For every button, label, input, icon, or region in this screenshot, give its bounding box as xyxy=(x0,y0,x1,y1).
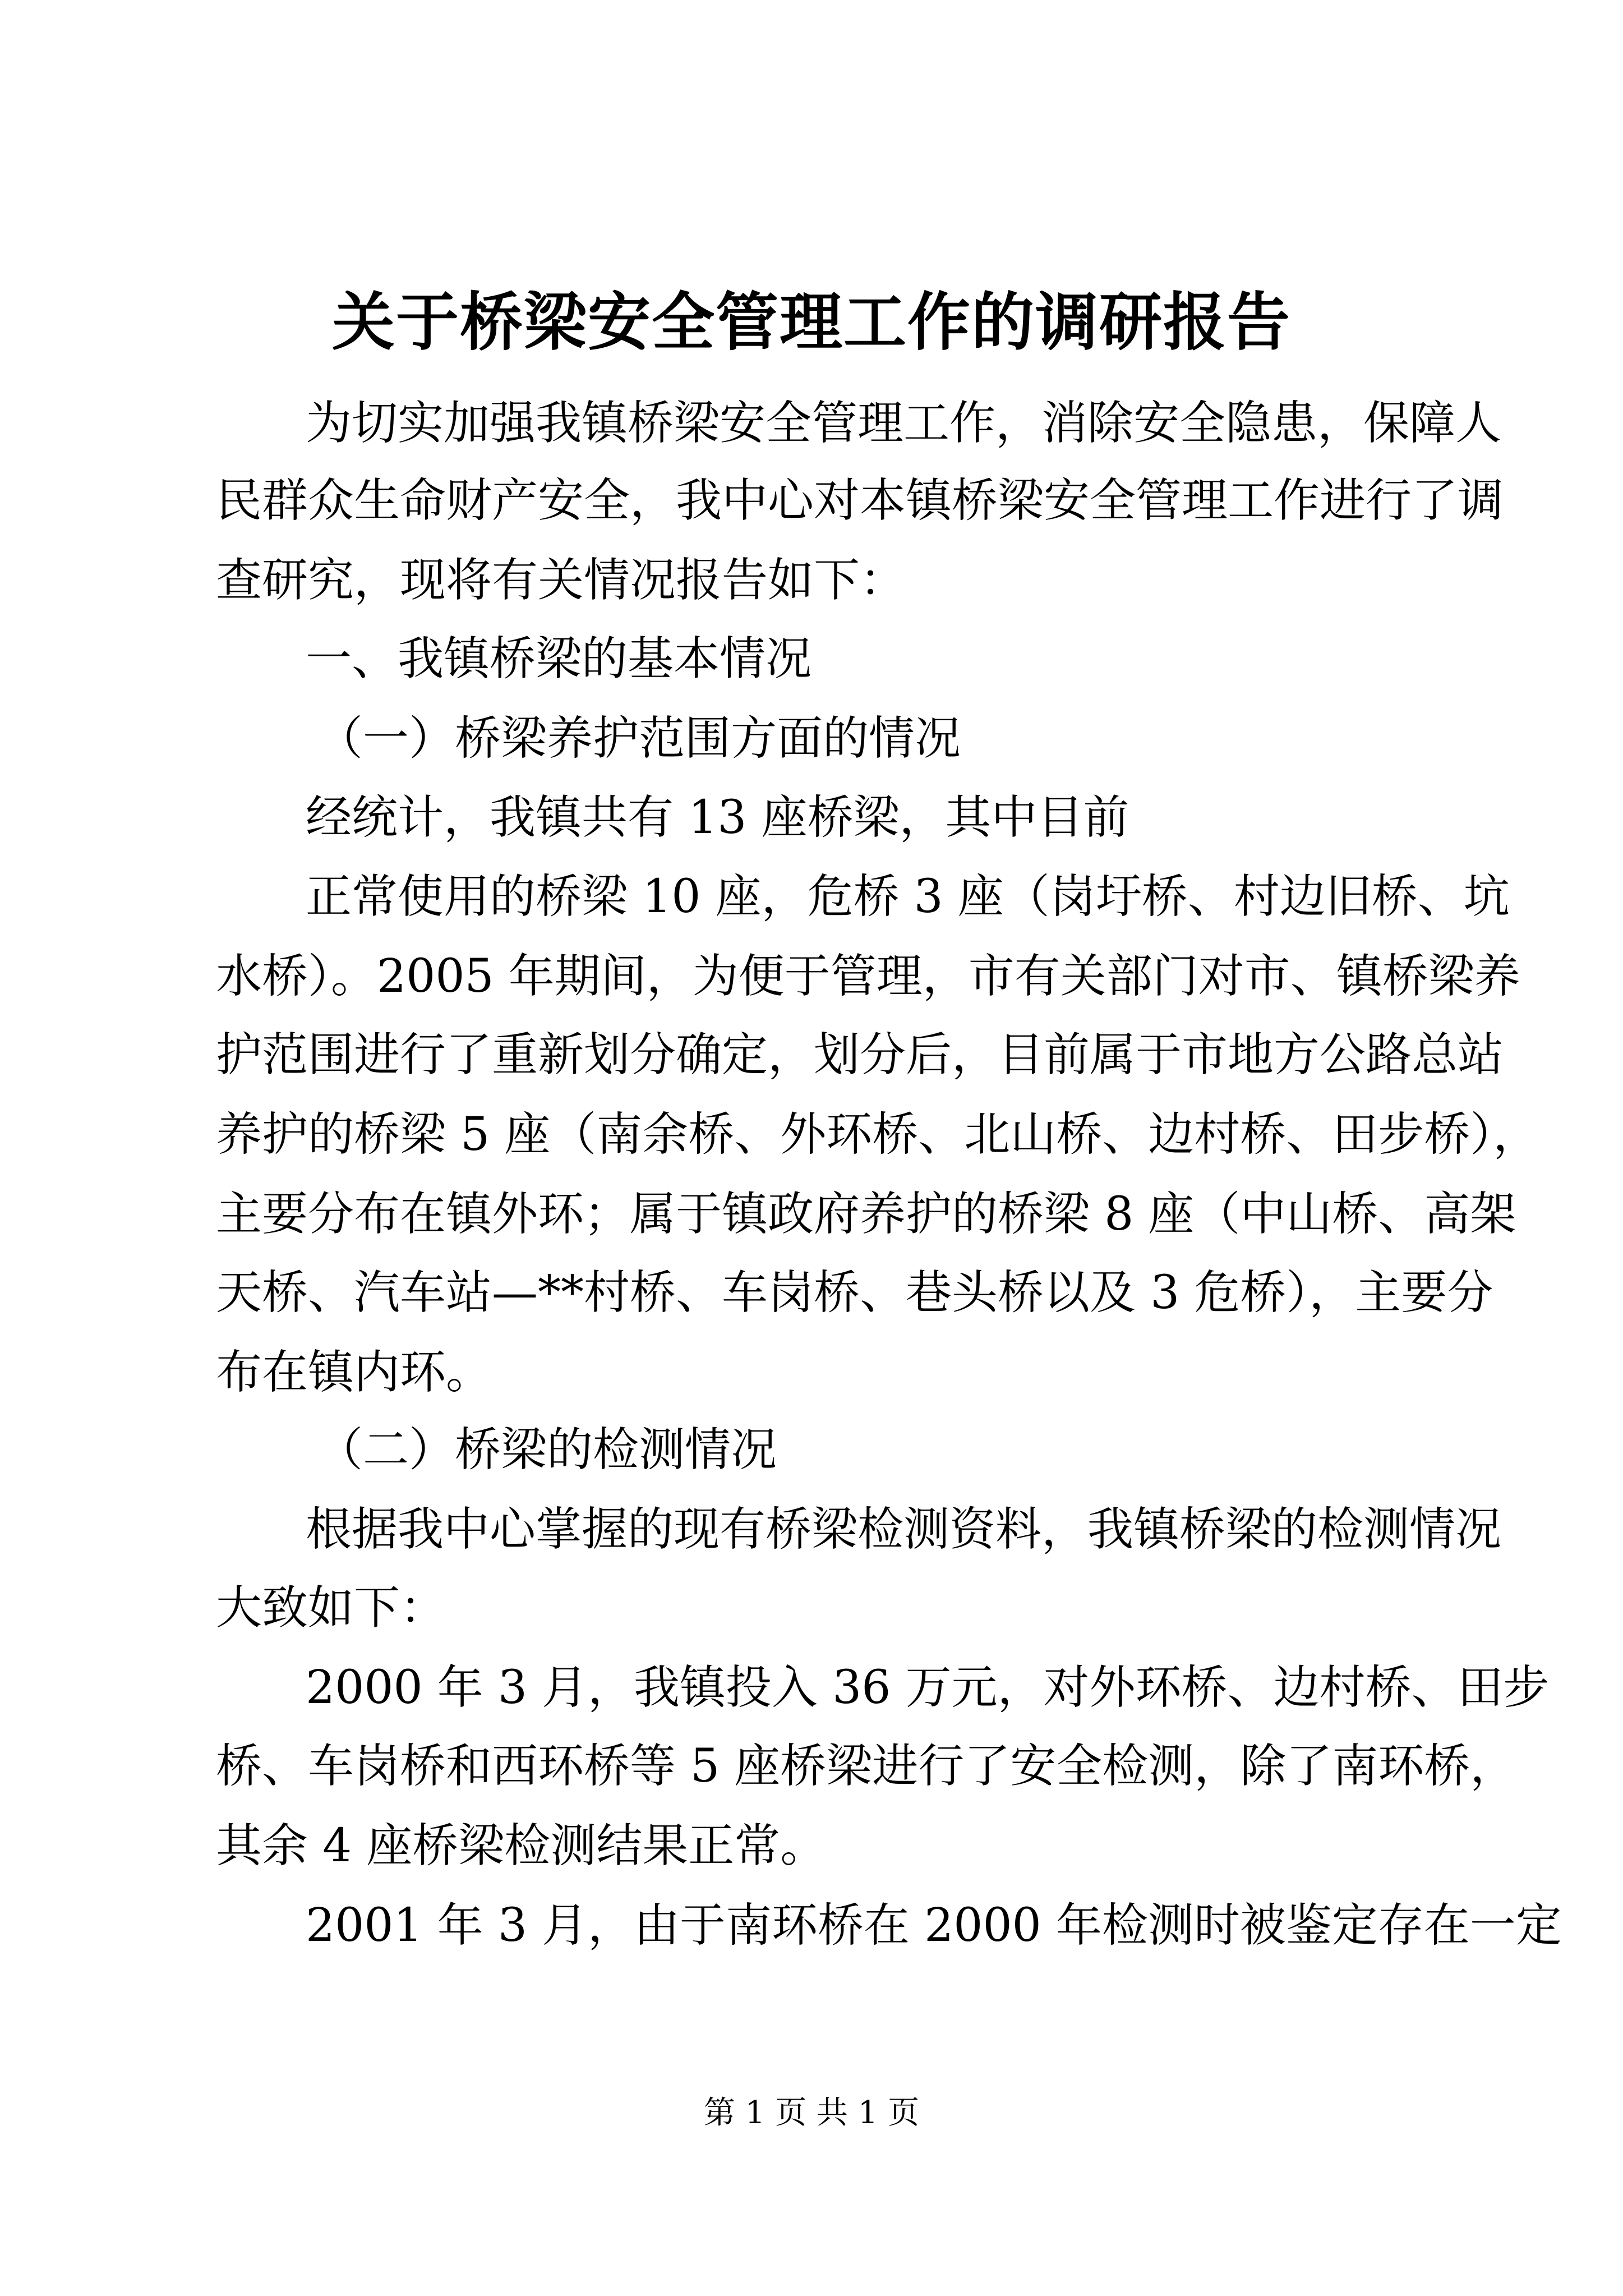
subsection-heading: （二）桥梁的检测情况 xyxy=(317,1423,777,1476)
paragraph-line: 养护的桥梁 5 座（南余桥、外环桥、北山桥、边村桥、田步桥）， xyxy=(216,1108,1539,1161)
paragraph-line: 正常使用的桥梁 10 座，危桥 3 座（岗圩桥、村边旧桥、坑 xyxy=(306,870,1510,923)
paragraph-line: 主要分布在镇外环；属于镇政府养护的桥梁 8 座（中山桥、高架 xyxy=(216,1188,1516,1241)
paragraph-line: 布在镇内环。 xyxy=(216,1346,492,1399)
paragraph-line: 其余 4 座桥梁检测结果正常。 xyxy=(216,1819,827,1872)
paragraph-line: 大致如下： xyxy=(216,1581,446,1635)
subsection-heading: （一）桥梁养护范围方面的情况 xyxy=(317,712,961,765)
paragraph-line: 水桥）。2005 年期间，为便于管理，市有关部门对市、镇桥梁养 xyxy=(216,950,1520,1003)
paragraph-line: 2001 年 3 月，由于南环桥在 2000 年检测时被鉴定存在一定 xyxy=(306,1899,1562,1952)
paragraph-line: 护范围进行了重新划分确定，划分后，目前属于市地方公路总站 xyxy=(216,1028,1504,1082)
paragraph-line: 经统计，我镇共有 13 座桥梁，其中目前 xyxy=(306,791,1129,844)
paragraph-line: 查研究，现将有关情况报告如下： xyxy=(216,554,906,607)
paragraph-line: 民群众生命财产安全，我中心对本镇桥梁安全管理工作进行了调 xyxy=(216,474,1504,527)
document-title: 关于桥梁安全管理工作的调研报告 xyxy=(332,286,1291,359)
page-footer: 第 1 页 共 1 页 xyxy=(703,2095,920,2131)
paragraph-line: 根据我中心掌握的现有桥梁检测资料，我镇桥梁的检测情况 xyxy=(306,1503,1502,1556)
section-heading: 一、我镇桥梁的基本情况 xyxy=(306,632,812,685)
paragraph-line: 桥、车岗桥和西环桥等 5 座桥梁进行了安全检测，除了南环桥， xyxy=(216,1740,1516,1793)
paragraph-line: 天桥、汽车站—**村桥、车岗桥、巷头桥以及 3 危桥），主要分 xyxy=(216,1266,1493,1319)
paragraph-line: 2000 年 3 月，我镇投入 36 万元，对外环桥、边村桥、田步 xyxy=(306,1661,1550,1714)
paragraph-line: 为切实加强我镇桥梁安全管理工作，消除安全隐患，保障人 xyxy=(306,397,1502,450)
